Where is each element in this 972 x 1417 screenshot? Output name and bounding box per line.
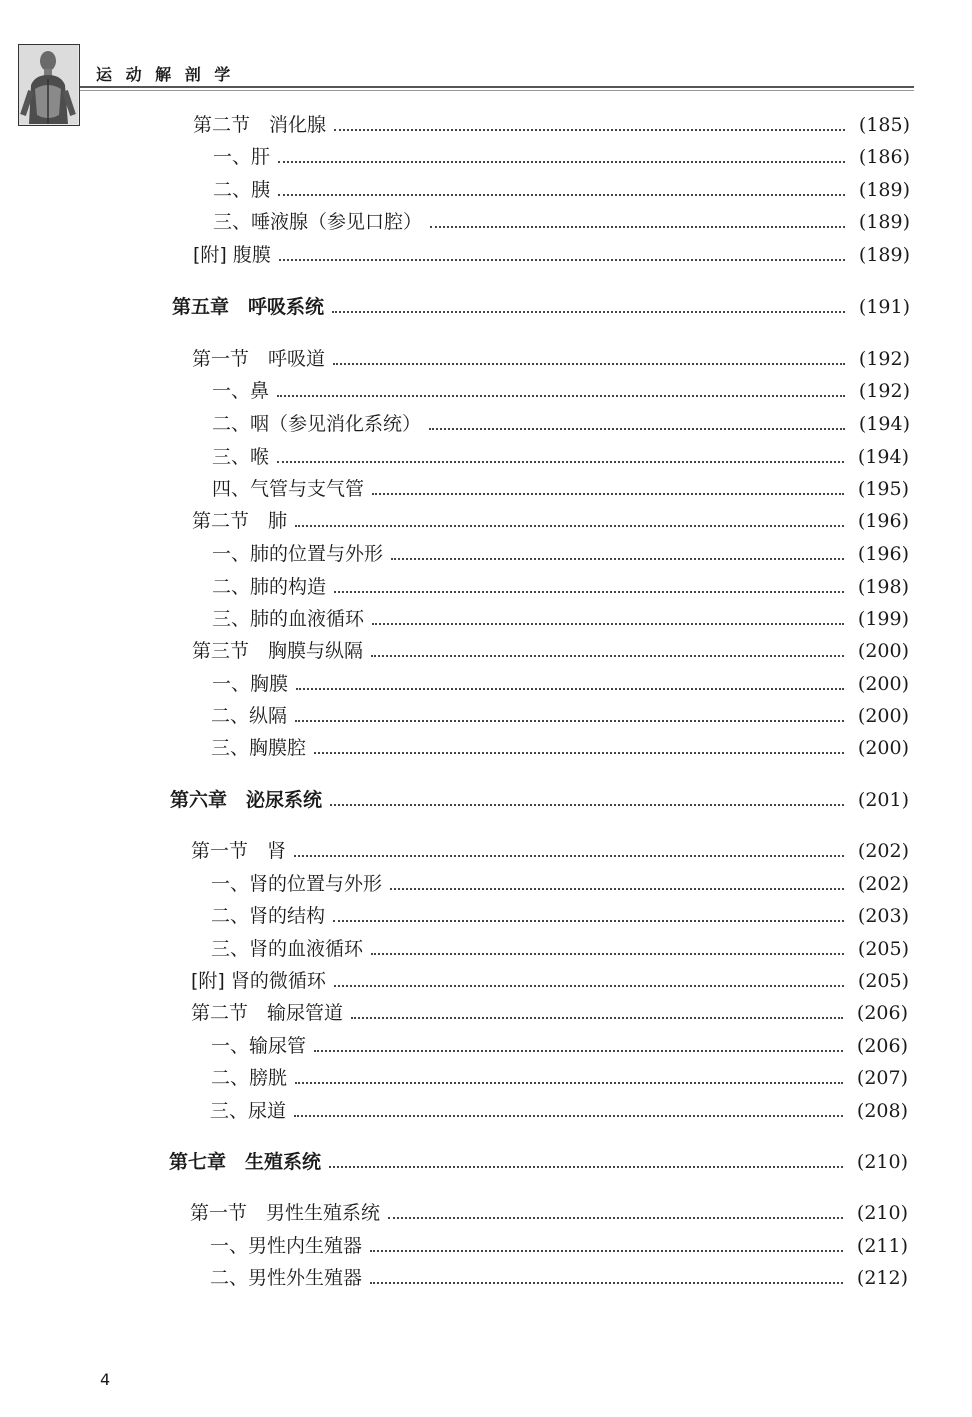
toc-page-number: (198) [857,576,909,598]
toc-label: 第二节 消化腺 [193,114,327,136]
dot-leader [371,953,844,955]
toc-label: 三、喉 [212,446,270,468]
toc-section [191,998,908,1028]
toc-section [192,344,910,374]
dot-leader [278,194,845,196]
dot-leader [370,1282,843,1284]
toc-item [212,442,909,472]
toc-item [210,1263,908,1293]
toc-label: 二、男性外生殖器 [210,1267,363,1289]
dot-leader [391,558,844,560]
toc-page-number: (192) [858,380,910,402]
toc-item [211,733,909,763]
toc-item [211,701,909,731]
header-rule-thin [80,90,914,91]
toc-label: 第一节 呼吸道 [192,348,326,370]
toc-label: 二、肾的结构 [211,905,326,927]
toc-label: 二、胰 [213,179,271,201]
dot-leader [294,855,844,857]
dot-leader [333,920,844,922]
toc-page-number: (208) [856,1100,908,1122]
toc-page-number: (201) [857,789,909,811]
dot-leader [295,525,844,527]
dot-leader [295,720,844,722]
toc-page-number: (205) [857,970,909,992]
toc-page-number: (189) [858,211,910,233]
toc-page-number: (210) [856,1151,908,1173]
toc-label: 四、气管与支气管 [212,478,365,500]
toc-label: 二、纵隔 [211,705,288,727]
toc-item [212,604,909,634]
toc-page-number: (191) [858,296,910,318]
dot-leader [370,1250,843,1252]
dot-leader [296,688,844,690]
dot-leader [333,363,845,365]
toc-item [211,869,909,899]
toc-page-number: (194) [858,413,910,435]
toc-page-number: (202) [857,873,909,895]
toc-label: [附] 腹膜 [193,244,271,266]
toc-item [213,142,910,172]
dot-leader [372,623,844,625]
toc-chapter [172,292,910,322]
toc-label: 第六章 泌尿系统 [170,789,323,811]
toc-page-number: (206) [856,1035,908,1057]
toc-section [191,836,909,866]
toc-item [212,539,909,569]
toc-section [192,506,909,536]
toc-page-number: (202) [857,840,909,862]
dot-leader [330,804,844,806]
toc-item [212,409,910,439]
toc-label: 三、尿道 [210,1100,287,1122]
toc-label: 第三节 胸膜与纵隔 [192,640,364,662]
dot-leader [294,1115,843,1117]
dot-leader [332,311,845,313]
toc-label: 第一节 肾 [191,840,287,862]
toc-page-number: (200) [857,705,909,727]
toc-item [210,1231,908,1261]
page-number: 4 [100,1370,111,1389]
toc-label: 二、咽（参见消化系统） [212,413,422,435]
dot-leader [334,985,844,987]
toc-label: 一、肝 [213,146,271,168]
dot-leader [388,1217,843,1219]
toc-page-number: (203) [857,905,909,927]
dot-leader [334,591,844,593]
toc-label: 第二节 肺 [192,510,288,532]
dot-leader [390,888,844,890]
toc-page-number: (195) [857,478,909,500]
toc-label: 三、唾液腺（参见口腔） [213,211,423,233]
dot-leader [314,752,844,754]
toc-label: 一、肺的位置与外形 [212,543,384,565]
toc-page-number: (206) [856,1002,908,1024]
toc-page-number: (199) [857,608,909,630]
toc-item [212,572,909,602]
toc-section [191,966,909,996]
header-rule [80,86,914,88]
toc-label: 一、胸膜 [212,673,289,695]
toc-label: [附] 肾的微循环 [191,970,326,992]
toc-page-number: (196) [857,543,909,565]
toc-label: 第五章 呼吸系统 [172,296,325,318]
toc-item [210,1096,908,1126]
toc-page-number: (212) [856,1267,908,1289]
toc-item [211,901,909,931]
toc-chapter [170,785,909,815]
toc-page-number: (186) [858,146,910,168]
toc-page-number: (192) [858,348,910,370]
toc-label: 第一节 男性生殖系统 [190,1202,381,1224]
toc-item [211,934,909,964]
anatomy-back-figure-icon [18,44,80,126]
toc-section [193,240,910,270]
toc-section [192,636,909,666]
toc-label: 三、肾的血液循环 [211,938,364,960]
toc-chapter [169,1147,908,1177]
dot-leader [334,129,845,131]
toc-page-number: (207) [856,1067,908,1089]
toc-page-number: (210) [856,1202,908,1224]
running-header-title: 运 动 解 剖 学 [96,65,235,84]
toc-item [212,474,909,504]
dot-leader [277,461,844,463]
toc-label: 二、膀胱 [211,1067,288,1089]
dot-leader [351,1017,843,1019]
dot-leader [295,1082,843,1084]
dot-leader [430,226,845,228]
dot-leader [277,395,845,397]
toc-page-number: (200) [857,673,909,695]
toc-label: 第七章 生殖系统 [169,1151,322,1173]
toc-page-number: (185) [858,114,910,136]
toc-label: 一、肾的位置与外形 [211,873,383,895]
toc-label: 二、肺的构造 [212,576,327,598]
dot-leader [314,1050,843,1052]
toc-label: 三、肺的血液循环 [212,608,365,630]
toc-page-number: (189) [858,244,910,266]
toc-item [211,1031,908,1061]
toc-label: 一、男性内生殖器 [210,1235,363,1257]
toc-page-number: (211) [856,1235,908,1257]
toc-item [213,207,910,237]
toc-page-number: (194) [857,446,909,468]
dot-leader [278,161,845,163]
toc-page-number: (205) [857,938,909,960]
toc-page-number: (200) [857,640,909,662]
toc-page-number: (196) [857,510,909,532]
toc-page-number: (189) [858,179,910,201]
toc-section [193,110,910,140]
dot-leader [371,655,844,657]
dot-leader [372,493,844,495]
toc-page-number: (200) [857,737,909,759]
toc-section [190,1198,908,1228]
toc-label: 一、鼻 [212,380,270,402]
toc-label: 一、输尿管 [211,1035,307,1057]
dot-leader [329,1166,843,1168]
toc-item [211,1063,908,1093]
toc-label: 第二节 输尿管道 [191,1002,344,1024]
dot-leader [429,428,845,430]
toc-item [212,669,909,699]
toc-label: 三、胸膜腔 [211,737,307,759]
toc-item [213,175,910,205]
toc-item [212,376,910,406]
dot-leader [279,259,845,261]
